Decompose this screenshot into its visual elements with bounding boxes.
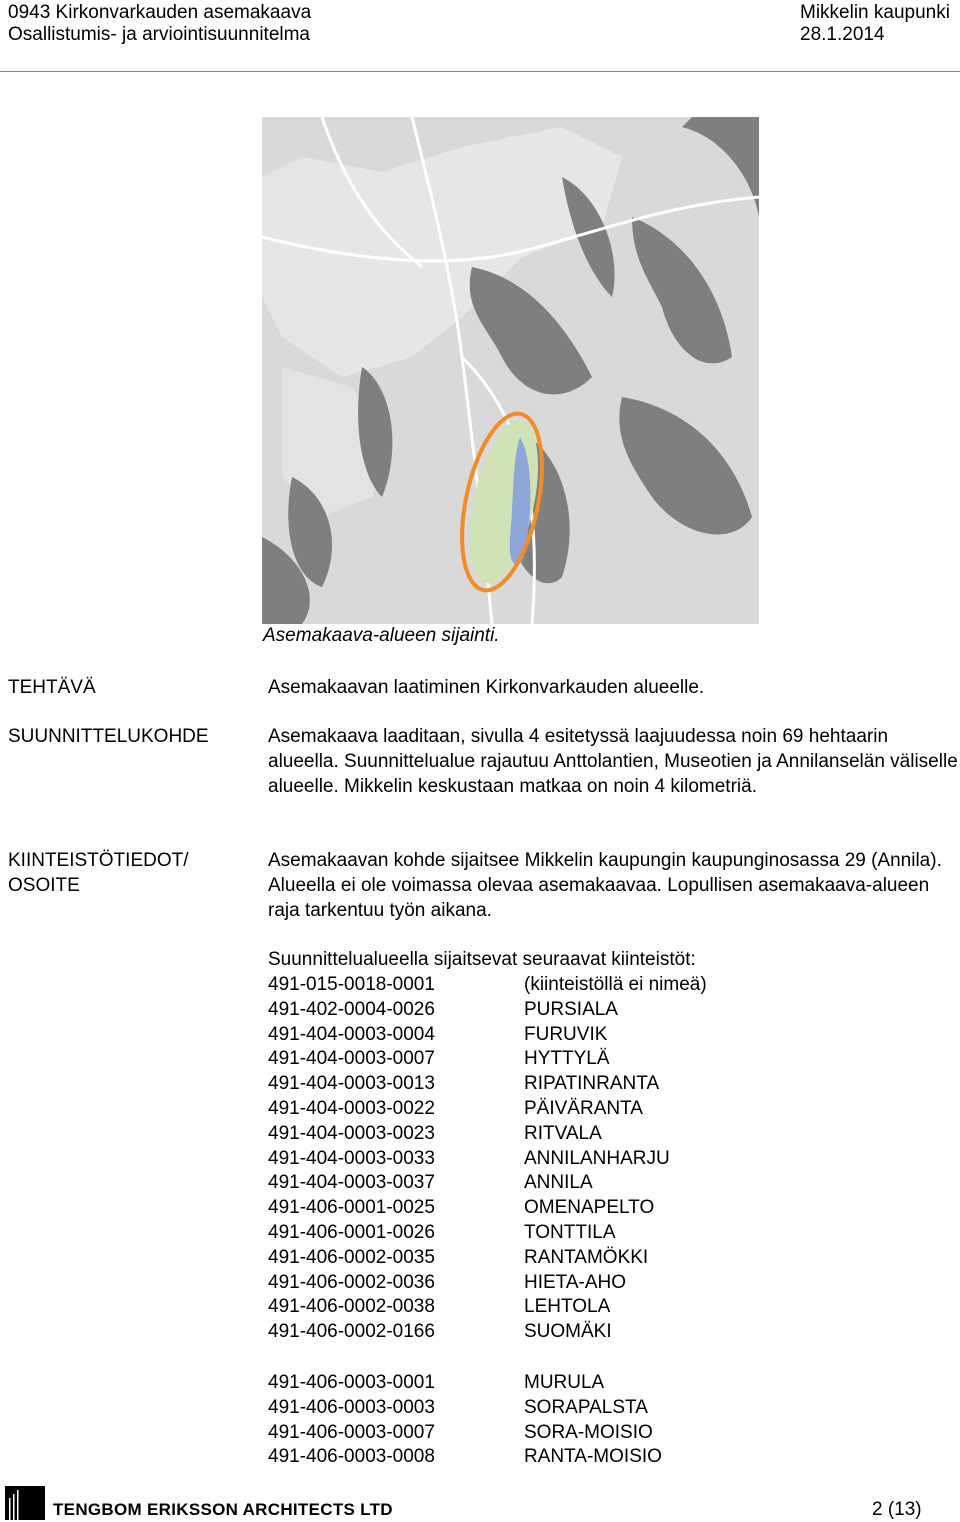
section-text-kiinteistotiedot: Asemakaavan kohde sijaitsee Mikkelin kaupungin kaupunginosassa 29 (Annila). Alueella ei ole voimassa olevaa asemakaavaa. Lopullisen asemakaava-alueen raja tarkentuu työn aikana. bbox=[268, 850, 942, 921]
property-name: SORAPALSTA bbox=[524, 1396, 648, 1418]
property-row bbox=[268, 1171, 868, 1196]
property-id: 491-406-0003-0007 bbox=[268, 1421, 435, 1443]
property-name: RIPATINRANTA bbox=[524, 1073, 660, 1095]
property-row bbox=[268, 998, 868, 1023]
property-row bbox=[268, 1196, 868, 1221]
property-id: 491-406-0003-0001 bbox=[268, 1372, 435, 1393]
property-name: PURSIALA bbox=[524, 998, 618, 1020]
property-row bbox=[268, 1097, 868, 1122]
property-name: MURULA bbox=[524, 1372, 605, 1393]
property-id: 491-406-0001-0026 bbox=[268, 1221, 435, 1243]
property-row bbox=[268, 1246, 868, 1271]
property-row bbox=[268, 1221, 868, 1246]
section-text-suunnittelukohde: Asemakaava laaditaan, sivulla 4 esitetyssä laajuudessa noin 69 hehtaarin alueella. Suunnittelualue rajautuu Anttolantien, Museotien ja Annilanselän väliselle alueelle. Mikkelin keskustaan matkaa on noin 4 kilometriä. bbox=[268, 726, 958, 797]
property-list-1 bbox=[268, 973, 868, 1345]
property-name: RANTA-MOISIO bbox=[524, 1446, 662, 1468]
property-name: TONTTILA bbox=[524, 1221, 616, 1243]
property-name: HYTTYLÄ bbox=[524, 1048, 610, 1070]
property-row bbox=[268, 1072, 868, 1097]
property-id: 491-404-0003-0022 bbox=[268, 1097, 435, 1119]
property-row bbox=[268, 973, 868, 998]
property-name: FURUVIK bbox=[524, 1023, 608, 1045]
property-row bbox=[268, 1122, 868, 1147]
location-map bbox=[262, 117, 759, 624]
company-name: TENGBOM ERIKSSON ARCHITECTS LTD bbox=[53, 1500, 393, 1519]
property-row bbox=[268, 1396, 868, 1421]
section-label-kiinteistotiedot bbox=[8, 848, 189, 898]
property-row bbox=[268, 1421, 868, 1446]
page-number: 2 (13) bbox=[872, 1499, 922, 1520]
property-name: OMENAPELTO bbox=[524, 1197, 655, 1219]
property-id: 491-406-0002-0166 bbox=[268, 1321, 435, 1343]
property-row bbox=[268, 1147, 868, 1172]
property-id: 491-404-0003-0004 bbox=[268, 1023, 435, 1045]
document-date: 28.1.2014 bbox=[800, 24, 885, 45]
property-id: 491-406-0002-0035 bbox=[268, 1246, 435, 1268]
page-header bbox=[0, 0, 960, 74]
property-row bbox=[268, 1295, 868, 1320]
property-id: 491-404-0003-0033 bbox=[268, 1147, 435, 1169]
property-name: RANTAMÖKKI bbox=[524, 1246, 649, 1268]
client-name: Mikkelin kaupunki bbox=[800, 2, 950, 23]
property-id: 491-404-0003-0023 bbox=[268, 1122, 435, 1144]
project-title: 0943 Kirkonvarkauden asemakaava bbox=[8, 2, 312, 23]
label-line-1: KIINTEISTÖTIEDOT/ bbox=[8, 850, 189, 871]
property-id: 491-404-0003-0037 bbox=[268, 1172, 435, 1194]
property-row bbox=[268, 1445, 868, 1470]
property-name: HIETA-AHO bbox=[524, 1271, 627, 1293]
section-label-suunnittelukohde: SUUNNITTELUKOHDE bbox=[8, 726, 209, 747]
property-id: 491-406-0002-0036 bbox=[268, 1271, 435, 1293]
property-row bbox=[268, 1023, 868, 1048]
company-logo bbox=[5, 1486, 45, 1520]
header-divider bbox=[0, 71, 960, 72]
property-id: 491-404-0003-0013 bbox=[268, 1073, 435, 1095]
label-line-2: OSOITE bbox=[8, 875, 80, 896]
property-name: PÄIVÄRANTA bbox=[524, 1097, 643, 1119]
section-text-tehtava: Asemakaavan laatiminen Kirkonvarkauden alueelle. bbox=[268, 677, 705, 698]
document-subtitle: Osallistumis- ja arviointisuunnitelma bbox=[8, 24, 310, 45]
property-id: 491-402-0004-0026 bbox=[268, 998, 435, 1020]
property-row bbox=[268, 1371, 868, 1396]
property-name: LEHTOLA bbox=[524, 1296, 611, 1318]
property-row bbox=[268, 1320, 868, 1345]
property-list-2 bbox=[268, 1371, 868, 1470]
property-id: 491-015-0018-0001 bbox=[268, 974, 435, 995]
property-row bbox=[268, 1047, 868, 1072]
property-name: RITVALA bbox=[524, 1122, 602, 1144]
property-id: 491-406-0001-0025 bbox=[268, 1197, 435, 1219]
property-id: 491-406-0003-0008 bbox=[268, 1446, 435, 1468]
property-name: SORA-MOISIO bbox=[524, 1421, 653, 1443]
property-id: 491-406-0003-0003 bbox=[268, 1396, 435, 1418]
section-label-tehtava: TEHTÄVÄ bbox=[8, 677, 96, 698]
property-name: (kiinteistöllä ei nimeä) bbox=[524, 974, 707, 995]
property-name: SUOMÄKI bbox=[524, 1321, 612, 1343]
property-name: ANNILA bbox=[524, 1172, 593, 1194]
map-caption: Asemakaava-alueen sijainti. bbox=[263, 625, 500, 646]
property-name: ANNILANHARJU bbox=[524, 1147, 670, 1169]
property-list-intro: Suunnittelualueella sijaitsevat seuraavat kiinteistöt: bbox=[268, 949, 696, 970]
property-id: 491-404-0003-0007 bbox=[268, 1048, 435, 1070]
property-id: 491-406-0002-0038 bbox=[268, 1296, 435, 1318]
property-row bbox=[268, 1271, 868, 1296]
